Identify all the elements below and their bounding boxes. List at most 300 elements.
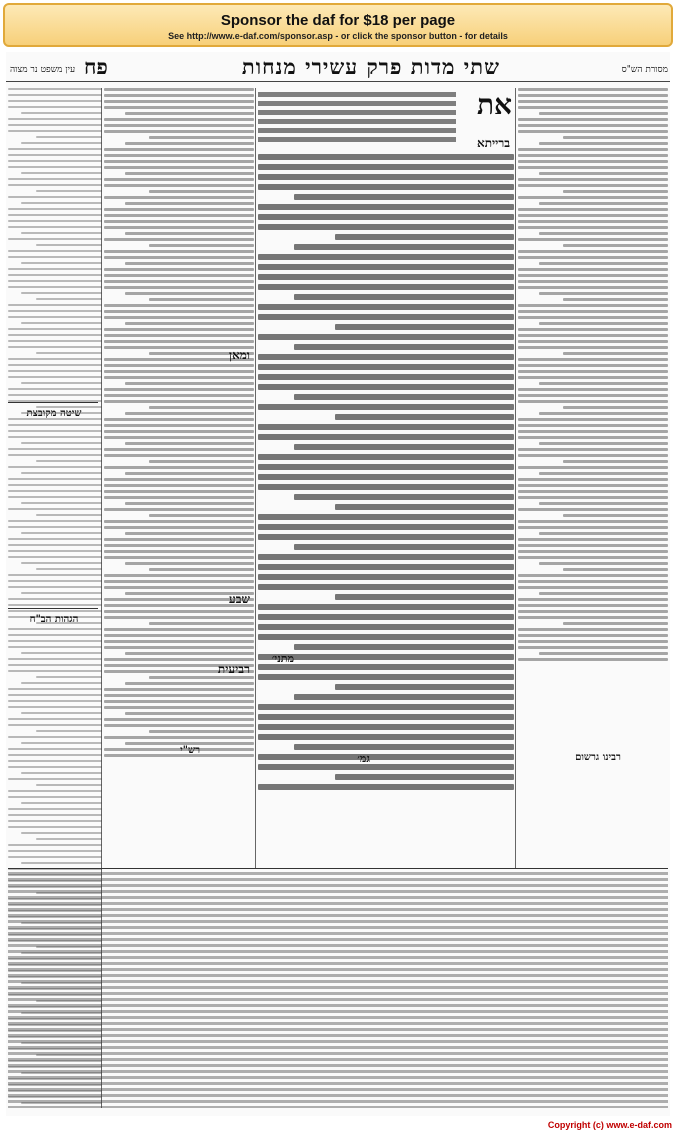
text-line: [518, 466, 668, 469]
text-line: [104, 88, 254, 91]
page-header: [6, 52, 670, 82]
text-line: [8, 364, 102, 366]
text-line: [518, 334, 668, 337]
text-line: [104, 466, 254, 469]
text-line: [294, 344, 514, 350]
text-line: [518, 370, 668, 373]
text-line: [8, 878, 668, 881]
text-line: [8, 968, 668, 971]
text-line: [518, 208, 668, 211]
text-line: [104, 628, 254, 631]
text-line: [8, 154, 102, 156]
text-line: [518, 658, 668, 661]
text-line: [258, 110, 456, 115]
text-line: [125, 682, 254, 685]
text-line: [8, 980, 668, 983]
revit-label: רביעית: [217, 662, 250, 676]
text-line: [258, 554, 514, 560]
text-line: [104, 640, 254, 643]
text-line: [149, 730, 254, 733]
text-line: [258, 484, 514, 490]
text-line: [258, 137, 456, 142]
text-line: [518, 604, 668, 607]
text-line: [8, 358, 102, 360]
text-line: [539, 142, 668, 145]
text-line: [335, 684, 514, 690]
text-line: [8, 484, 102, 486]
text-line: [258, 424, 514, 430]
text-line: [8, 1076, 668, 1079]
text-line: [8, 736, 102, 738]
text-line: [518, 376, 668, 379]
text-line: [8, 778, 102, 780]
text-line: [258, 404, 514, 410]
text-line: [539, 652, 668, 655]
text-line: [518, 394, 668, 397]
text-line: [518, 88, 668, 91]
text-line: [8, 998, 668, 1001]
text-line: [104, 94, 254, 97]
text-line: [258, 724, 514, 730]
text-line: [258, 604, 514, 610]
text-line: [104, 316, 254, 319]
text-line: [518, 484, 668, 487]
text-line: [258, 364, 514, 370]
text-line: [104, 736, 254, 739]
text-line: [125, 142, 254, 145]
text-line: [36, 838, 102, 840]
text-line: [104, 724, 254, 727]
text-line: [8, 376, 102, 378]
text-line: [294, 494, 514, 500]
text-line: [104, 688, 254, 691]
column-divider: [255, 88, 256, 868]
text-line: [518, 478, 668, 481]
text-line: [104, 430, 254, 433]
text-line: [125, 502, 254, 505]
text-line: [21, 532, 102, 534]
text-line: [104, 496, 254, 499]
text-line: [258, 354, 514, 360]
text-line: [8, 430, 102, 432]
text-line: [21, 472, 102, 474]
gemara-label: גמ׳: [357, 752, 370, 765]
hagahot-title: הגהות הב"ח: [29, 614, 79, 625]
text-line: [8, 1094, 668, 1097]
text-line: [104, 700, 254, 703]
text-line: [8, 1046, 668, 1049]
text-line: [21, 292, 102, 294]
text-line: [258, 224, 514, 230]
text-line: [8, 316, 102, 318]
text-line: [104, 100, 254, 103]
text-line: [258, 334, 514, 340]
text-line: [258, 92, 456, 97]
text-line: [8, 310, 102, 312]
text-line: [8, 914, 668, 917]
text-line: [104, 370, 254, 373]
text-line: [258, 454, 514, 460]
text-line: [8, 1028, 668, 1031]
baraita-label: ברייתא: [477, 136, 510, 150]
text-line: [8, 694, 102, 696]
text-line: [8, 664, 102, 666]
bottom-commentary: [8, 872, 668, 1108]
text-line: [125, 412, 254, 415]
text-line: [8, 1070, 668, 1073]
text-line: [335, 594, 514, 600]
box-rule: [8, 608, 98, 609]
text-line: [518, 178, 668, 181]
text-line: [8, 992, 668, 995]
text-line: [8, 884, 668, 887]
text-line: [518, 628, 668, 631]
text-line: [563, 622, 668, 625]
text-line: [518, 160, 668, 163]
mishna-label: מתני׳: [271, 652, 294, 665]
text-line: [258, 764, 514, 770]
talmud-page: [6, 52, 670, 1116]
text-line: [8, 872, 668, 875]
text-line: [8, 574, 102, 576]
text-line: [21, 442, 102, 444]
text-line: [125, 292, 254, 295]
text-line: [8, 974, 668, 977]
text-line: [8, 850, 102, 852]
text-line: [8, 856, 102, 858]
text-line: [294, 644, 514, 650]
text-line: [518, 148, 668, 151]
text-line: [8, 628, 102, 630]
text-line: [104, 448, 254, 451]
text-line: [539, 112, 668, 115]
text-line: [8, 1082, 668, 1085]
text-line: [8, 196, 102, 198]
text-line: [8, 274, 102, 276]
text-line: [518, 520, 668, 523]
text-line: [125, 712, 254, 715]
text-line: [539, 442, 668, 445]
text-line: [104, 328, 254, 331]
text-line: [8, 688, 102, 690]
text-line: [8, 1022, 668, 1025]
text-line: [258, 654, 514, 660]
text-line: [539, 532, 668, 535]
text-line: [8, 634, 102, 636]
text-line: [294, 394, 514, 400]
text-line: [149, 568, 254, 571]
text-line: [21, 172, 102, 174]
text-line: [21, 742, 102, 744]
box-rule: [8, 402, 98, 403]
sponsor-banner[interactable]: [3, 3, 673, 47]
text-line: [518, 556, 668, 559]
text-line: [125, 112, 254, 115]
text-line: [258, 314, 514, 320]
rashi-title: רש"י: [180, 745, 200, 756]
text-line: [104, 256, 254, 259]
text-line: [518, 616, 668, 619]
text-line: [104, 394, 254, 397]
text-line: [518, 418, 668, 421]
shita-mekubetzet-title: שיטה מקובצת: [26, 408, 82, 419]
text-line: [125, 202, 254, 205]
text-line: [21, 382, 102, 384]
text-line: [125, 382, 254, 385]
text-line: [104, 616, 254, 619]
text-line: [8, 346, 102, 348]
text-line: [258, 474, 514, 480]
text-line: [149, 190, 254, 193]
text-line: [518, 280, 668, 283]
text-line: [104, 748, 254, 751]
text-line: [104, 160, 254, 163]
text-line: [8, 256, 102, 258]
text-line: [8, 766, 102, 768]
text-line: [539, 562, 668, 565]
sponsor-title[interactable]: Sponsor the daf for $18 per page: [220, 12, 456, 29]
text-line: [518, 586, 668, 589]
text-line: [258, 254, 514, 260]
text-line: [104, 106, 254, 109]
text-line: [518, 124, 668, 127]
shevet-label: שבע: [228, 592, 250, 606]
text-line: [125, 562, 254, 565]
text-line: [104, 304, 254, 307]
text-line: [539, 292, 668, 295]
text-line: [104, 538, 254, 541]
text-line: [8, 184, 102, 186]
text-line: [518, 340, 668, 343]
text-line: [518, 538, 668, 541]
text-line: [8, 214, 102, 216]
text-line: [518, 166, 668, 169]
rashi-column: [518, 88, 668, 736]
text-line: [104, 436, 254, 439]
text-line: [21, 862, 102, 864]
text-line: [104, 286, 254, 289]
text-line: [258, 784, 514, 790]
text-line: [8, 394, 102, 396]
text-line: [8, 226, 102, 228]
text-line: [21, 502, 102, 504]
text-line: [539, 232, 668, 235]
text-line: [104, 556, 254, 559]
text-line: [8, 526, 102, 528]
text-line: [8, 902, 668, 905]
text-line: [21, 592, 102, 594]
text-line: [518, 436, 668, 439]
text-line: [8, 790, 102, 792]
text-line: [8, 388, 102, 390]
copyright-notice: Copyright (c) www.e-daf.com: [547, 1120, 672, 1130]
text-line: [563, 352, 668, 355]
sponsor-subtitle[interactable]: See http://www.e-daf.com/sponsor.asp - or click the sponsor button - for details: [168, 31, 508, 41]
text-line: [125, 172, 254, 175]
text-line: [539, 592, 668, 595]
text-line: [8, 304, 102, 306]
text-line: [294, 294, 514, 300]
text-line: [539, 322, 668, 325]
text-line: [36, 784, 102, 786]
text-line: [104, 694, 254, 697]
text-line: [8, 556, 102, 558]
text-line: [518, 424, 668, 427]
text-line: [8, 130, 102, 132]
text-line: [8, 100, 102, 102]
text-line: [36, 352, 102, 354]
text-line: [258, 514, 514, 520]
text-line: [8, 1064, 668, 1067]
text-line: [21, 562, 102, 564]
text-line: [8, 268, 102, 270]
text-line: [518, 598, 668, 601]
text-line: [8, 436, 102, 438]
text-line: [36, 136, 102, 138]
text-line: [149, 136, 254, 139]
text-line: [104, 280, 254, 283]
text-line: [294, 544, 514, 550]
text-line: [36, 730, 102, 732]
text-line: [125, 652, 254, 655]
text-line: [104, 388, 254, 391]
rabbenu-gershom-title: רבינו גרשום: [575, 752, 621, 763]
text-line: [104, 154, 254, 157]
text-line: [8, 250, 102, 252]
text-line: [258, 164, 514, 170]
text-line: [258, 119, 456, 124]
text-line: [104, 364, 254, 367]
text-line: [518, 310, 668, 313]
text-line: [8, 1010, 668, 1013]
text-line: [125, 322, 254, 325]
text-line: [104, 754, 254, 757]
text-line: [8, 1016, 668, 1019]
text-line: [518, 550, 668, 553]
text-line: [8, 106, 102, 108]
text-line: [8, 604, 102, 606]
text-line: [258, 704, 514, 710]
text-line: [125, 472, 254, 475]
text-line: [518, 454, 668, 457]
text-line: [104, 580, 254, 583]
page-title: שתי מדות פרק עשירי מנחות: [241, 54, 500, 79]
text-line: [8, 944, 668, 947]
text-line: [258, 304, 514, 310]
text-line: [104, 550, 254, 553]
text-line: [8, 932, 668, 935]
text-line: [104, 478, 254, 481]
text-line: [8, 466, 102, 468]
text-line: [563, 460, 668, 463]
text-line: [8, 520, 102, 522]
text-line: [21, 652, 102, 654]
text-line: [8, 1040, 668, 1043]
text-line: [104, 454, 254, 457]
text-line: [518, 634, 668, 637]
text-line: [125, 262, 254, 265]
text-line: [539, 202, 668, 205]
text-line: [8, 640, 102, 642]
text-line: [518, 580, 668, 583]
text-line: [335, 234, 514, 240]
text-line: [258, 524, 514, 530]
text-line: [258, 154, 514, 160]
text-line: [294, 244, 514, 250]
text-line: [104, 238, 254, 241]
text-line: [8, 544, 102, 546]
text-line: [8, 1088, 668, 1091]
text-line: [21, 712, 102, 714]
text-line: [258, 374, 514, 380]
text-line: [8, 328, 102, 330]
opening-block: [258, 88, 514, 148]
text-line: [8, 1052, 668, 1055]
text-line: [104, 148, 254, 151]
text-line: [21, 682, 102, 684]
text-line: [8, 580, 102, 582]
masoret-hashas-heading: מסורת הש"ס: [621, 65, 668, 75]
text-line: [8, 448, 102, 450]
text-line: [8, 286, 102, 288]
text-line: [8, 370, 102, 372]
text-line: [294, 194, 514, 200]
text-line: [8, 950, 668, 953]
text-line: [8, 424, 102, 426]
text-line: [8, 700, 102, 702]
text-line: [518, 100, 668, 103]
text-line: [335, 324, 514, 330]
text-line: [294, 694, 514, 700]
text-line: [518, 106, 668, 109]
text-line: [8, 670, 102, 672]
text-line: [563, 190, 668, 193]
text-line: [518, 358, 668, 361]
text-line: [258, 214, 514, 220]
text-line: [104, 184, 254, 187]
text-line: [258, 284, 514, 290]
text-line: [258, 584, 514, 590]
text-line: [563, 568, 668, 571]
text-line: [518, 268, 668, 271]
text-line: [563, 298, 668, 301]
text-line: [518, 316, 668, 319]
text-line: [258, 664, 514, 670]
text-line: [21, 832, 102, 834]
text-line: [104, 178, 254, 181]
text-line: [518, 274, 668, 277]
text-line: [563, 244, 668, 247]
text-line: [258, 204, 514, 210]
text-line: [518, 508, 668, 511]
text-line: [539, 412, 668, 415]
text-line: [125, 442, 254, 445]
text-line: [8, 986, 668, 989]
text-line: [104, 310, 254, 313]
text-line: [104, 526, 254, 529]
text-line: [8, 760, 102, 762]
text-line: [8, 238, 102, 240]
bottom-rule: [8, 868, 668, 869]
text-line: [8, 754, 102, 756]
text-line: [258, 614, 514, 620]
text-line: [8, 94, 102, 96]
text-line: [21, 802, 102, 804]
text-line: [21, 772, 102, 774]
text-line: [21, 202, 102, 204]
text-line: [8, 508, 102, 510]
text-line: [8, 890, 668, 893]
